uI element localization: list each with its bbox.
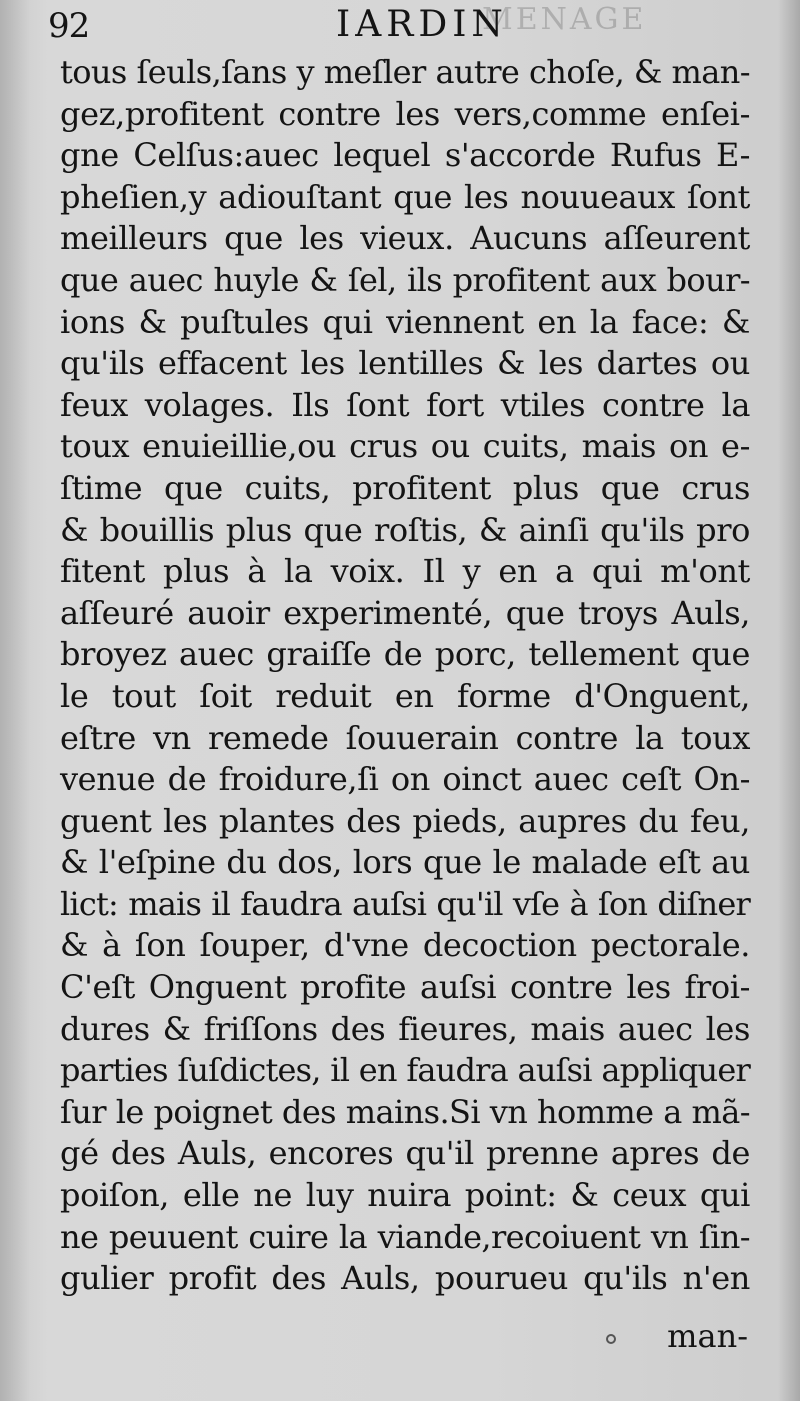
text-line: & à ſon ſouper, d'vne decoction pectorale. — [60, 926, 750, 965]
ink-speck — [606, 1334, 616, 1344]
text-line: tous ſeuls,ſans y meſler autre choſe, & man- — [60, 53, 750, 91]
text-line: que auec huyle & ſel, ils profitent aux bour- — [60, 260, 750, 299]
text-line: ne peuuent cuire la viande,recoiuent vn ſin- — [60, 1217, 750, 1256]
text-line: dures & friſſons des fieures, mais auec les — [60, 1009, 750, 1048]
text-line: ions & puſtules qui viennent en la face: & — [60, 302, 750, 341]
page-header — [0, 0, 800, 50]
text-line: broyez auec graiſſe de porc, tellement que — [60, 635, 750, 674]
text-line: poiſon, elle ne luy nuira point: & ceux qui — [60, 1176, 750, 1215]
text-line: gé des Auls, encores qu'il prenne apres de — [60, 1134, 750, 1173]
page-number: 92 — [48, 6, 90, 46]
text-line: aſſeuré auoir experimenté, que troys Auls, — [60, 593, 750, 632]
text-line: & l'eſpine du dos, lors que le malade eſt au — [60, 843, 750, 882]
text-line: C'eſt Onguent profite auſsi contre les froi- — [60, 968, 750, 1007]
text-line: pheſien,y adiouſtant que les nouueaux ſont — [60, 177, 750, 216]
text-line: fitent plus à la voix. Il y en a qui m'ont — [60, 552, 750, 591]
text-line: parties ſuſdictes, il en faudra auſsi appliquer — [60, 1051, 750, 1090]
page-edge-shadow — [778, 0, 800, 1401]
text-line: & bouillis plus que roſtis, & ainſi qu'ils pro — [60, 510, 750, 549]
bleed-through-text: MENAGE — [482, 2, 647, 37]
text-line: eſtre vn remede ſouuerain contre la toux — [60, 718, 750, 757]
running-head: IARDIN — [336, 4, 508, 45]
text-line: venue de froidure,ſi on oinct auec ceſt On- — [60, 760, 750, 799]
body-text — [60, 52, 750, 1300]
text-line: ſtime que cuits, profitent plus que crus — [60, 468, 750, 507]
text-line: le tout ſoit reduit en forme d'Onguent, — [60, 676, 750, 715]
text-line: lict: mais il faudra auſsi qu'il vſe à ſon diſner — [60, 884, 750, 923]
text-line: guent les plantes des pieds, aupres du feu, — [60, 801, 750, 840]
text-line: toux enuieillie,ou crus ou cuits, mais on e- — [60, 427, 750, 466]
text-line: gez,profitent contre les vers,comme enſei- — [60, 94, 750, 133]
text-line: gne Celſus:auec lequel s'accorde Rufus E- — [60, 136, 750, 175]
text-line: feux volages. Ils ſont fort vtiles contre la — [60, 385, 750, 424]
catchword: man- — [667, 1317, 748, 1355]
text-line: gulier profit des Auls, pourueu qu'ils n'en — [60, 1259, 750, 1298]
text-line: meilleurs que les vieux. Aucuns aſſeurent — [60, 219, 750, 258]
text-line: ſur le poignet des mains.Si vn homme a mã- — [60, 1092, 750, 1131]
text-line: qu'ils effacent les lentilles & les dartes ou — [60, 344, 750, 383]
page-gutter-shadow — [0, 0, 30, 1401]
